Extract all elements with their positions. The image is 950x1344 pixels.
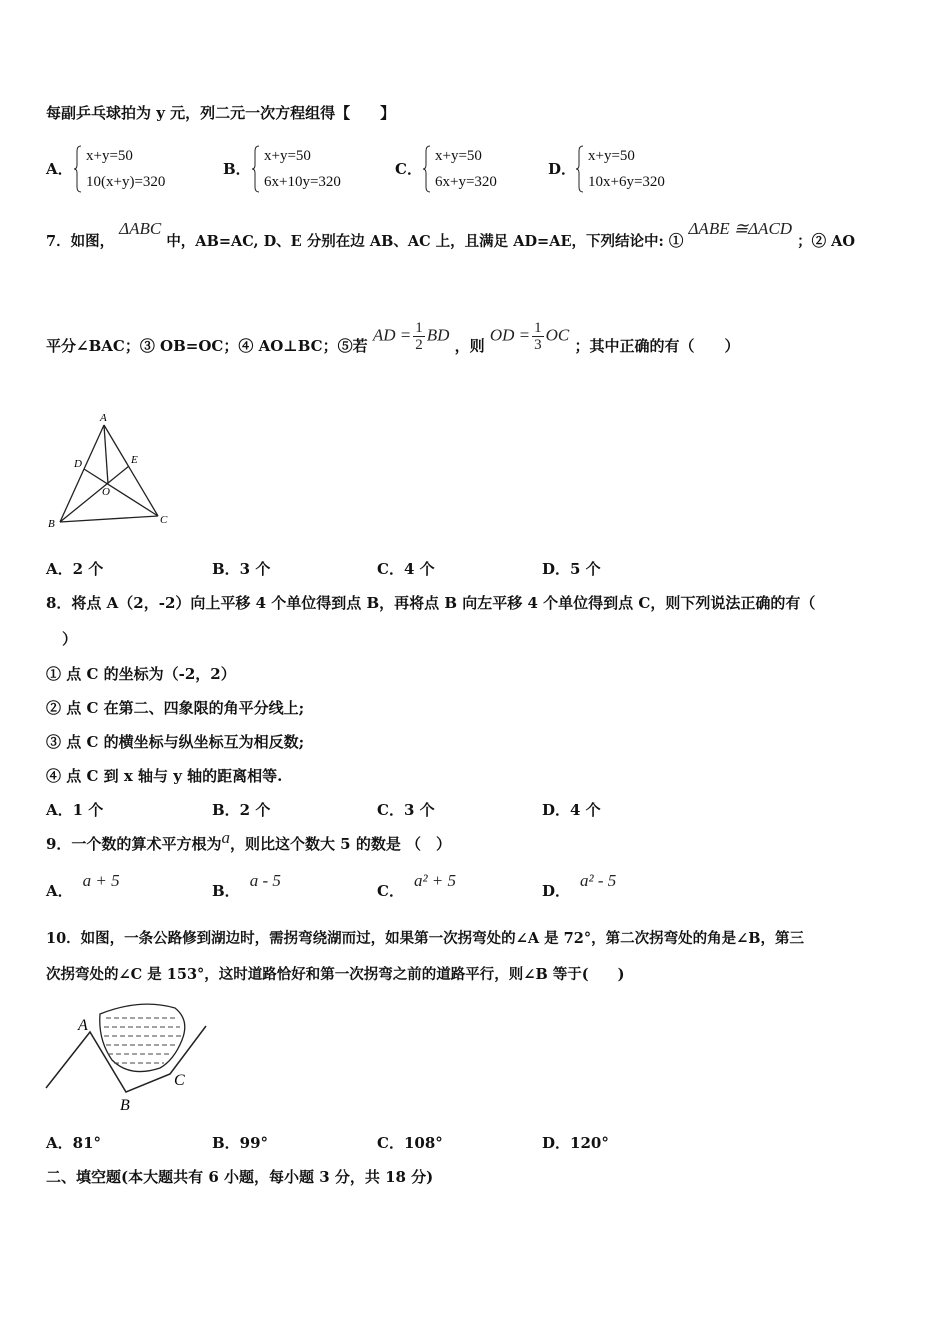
q6-option-d-system xyxy=(578,143,665,195)
q7-od-lhs: OD = xyxy=(489,325,531,345)
q6-option-a-eq2: 10(x+y)=320 xyxy=(86,174,166,190)
q7-ad-lhs: AD = xyxy=(372,325,412,345)
brace-icon xyxy=(252,145,260,193)
q7-option-a: A．2 个 xyxy=(46,560,104,578)
q9-option-d-label: D． xyxy=(542,882,571,900)
segment-ao xyxy=(104,425,108,484)
q8-option-b: B．2 个 xyxy=(212,801,271,819)
q9-option-a-expr: a + 5 xyxy=(82,871,120,890)
q9-stem xyxy=(46,828,452,854)
segment-be xyxy=(60,466,129,522)
q6-stem: 每副乒乓球拍为 y 元，列二元一次方程组得【 】 xyxy=(46,104,396,122)
q7-line2 xyxy=(46,320,740,353)
q10-option-c: C．108° xyxy=(377,1134,443,1152)
q7-number-text: 7．如图， xyxy=(46,233,115,250)
q6-option-d-eq2: 10x+6y=320 xyxy=(588,174,665,190)
q9-variable: a xyxy=(221,828,230,847)
q8-statement-2: ② 点 C 在第二、四象限的角平分线上; xyxy=(46,699,305,717)
q6-option-d-label: D． xyxy=(548,160,577,178)
q10-road-figure xyxy=(40,1000,220,1115)
segment-bc xyxy=(60,516,158,522)
label-e: E xyxy=(131,454,138,466)
q9-option-d xyxy=(542,871,617,901)
segment-cd xyxy=(84,469,158,516)
q6-option-b-eq2: 6x+10y=320 xyxy=(264,174,341,190)
q7-option-b: B．3 个 xyxy=(212,560,271,578)
label-b: B xyxy=(48,518,55,530)
q9-option-b-expr: a - 5 xyxy=(249,871,281,890)
q9-option-c-label: C． xyxy=(377,882,404,900)
q7-line1 xyxy=(46,219,856,251)
q6-option-a-label: A． xyxy=(46,160,73,178)
q7-line2-text-c: ；其中正确的有（ ） xyxy=(574,336,740,355)
segment-ac xyxy=(104,425,158,516)
section-2-heading: 二、填空题(本大题共有 6 小题，每小题 3 分，共 18 分) xyxy=(46,1168,434,1186)
q10-option-a: A．81° xyxy=(46,1134,102,1152)
q8-stem: 8．将点 A（2，-2）向上平移 4 个单位得到点 B，再将点 B 向左平移 4 个单位得到点 C，则下列说法正确的有（ xyxy=(46,594,816,612)
q6-option-d-eq1: x+y=50 xyxy=(588,148,635,164)
q8-option-c: C．3 个 xyxy=(377,801,435,819)
q7-conditions-text: 中，AB=AC, D、E 分别在边 AB、AC 上，且满足 AD=AE，下列结论中: ① xyxy=(166,233,684,250)
q8-statement-3: ③ 点 C 的横坐标与纵坐标互为相反数; xyxy=(46,733,305,751)
q9-stem-text-b: ，则比这个数大 5 的数是 （ ） xyxy=(229,835,452,853)
fraction-numerator: 1 xyxy=(415,320,423,336)
q10-option-b: B．99° xyxy=(212,1134,269,1152)
label-c: C xyxy=(174,1072,185,1089)
q6-option-b-eq1: x+y=50 xyxy=(264,148,311,164)
q9-option-a-label: A． xyxy=(46,882,73,900)
q7-option-d: D．5 个 xyxy=(542,560,601,578)
q8-statement-4: ④ 点 C 到 x 轴与 y 轴的距离相等. xyxy=(46,767,283,785)
q9-stem-text-a: 9．一个数的算术平方根为 xyxy=(46,835,222,853)
q7-bd-rhs: BD xyxy=(426,325,450,345)
brace-icon xyxy=(423,145,431,193)
q9-option-c-expr: a² + 5 xyxy=(413,871,457,890)
q9-option-d-expr: a² - 5 xyxy=(580,871,617,890)
brace-icon xyxy=(74,145,82,193)
q7-fraction-half xyxy=(413,320,425,353)
label-d: D xyxy=(74,458,82,470)
q9-option-b-label: B． xyxy=(212,882,240,900)
q10-line2: 次拐弯处的∠C 是 153°，这时道路恰好和第一次拐弯之前的道路平行，则∠B 等于( ) xyxy=(46,966,625,983)
q9-option-b xyxy=(212,871,281,901)
brace-icon xyxy=(576,145,584,193)
q6-option-c-system xyxy=(425,143,497,195)
q9-option-a xyxy=(46,871,120,901)
q8-option-d: D．4 个 xyxy=(542,801,601,819)
segment-ab xyxy=(60,425,104,522)
fraction-numerator: 1 xyxy=(534,320,542,336)
q7-line1-end: ；② AO xyxy=(797,233,856,250)
q7-triangle-abc: ΔABC xyxy=(119,219,162,238)
fraction-denominator: 3 xyxy=(534,337,542,353)
label-a: A xyxy=(78,1017,88,1034)
q6-option-c-eq1: x+y=50 xyxy=(435,148,482,164)
label-c: C xyxy=(160,514,168,526)
q6-option-a-system xyxy=(76,143,165,195)
q7-triangle-figure xyxy=(40,405,180,535)
fraction-denominator: 2 xyxy=(415,337,423,353)
q7-congruence: ΔABE ≅ΔACD xyxy=(688,219,793,238)
q8-statement-1: ① 点 C 的坐标为（-2，2） xyxy=(46,665,236,683)
lake-outline xyxy=(100,1004,185,1071)
label-b: B xyxy=(120,1097,130,1114)
q7-line2-text-a: 平分∠BAC；③ OB=OC；④ AO⊥BC；⑤若 xyxy=(46,336,368,355)
label-o: O xyxy=(102,486,110,498)
q7-oc-rhs: OC xyxy=(545,325,570,345)
label-a: A xyxy=(100,412,107,424)
q6-option-c-eq2: 6x+y=320 xyxy=(435,174,497,190)
q8-stem-cont: ） xyxy=(62,630,78,648)
q7-line2-text-b: ，则 xyxy=(454,336,485,355)
q6-option-b-label: B． xyxy=(223,160,251,178)
q6-option-a-eq1: x+y=50 xyxy=(86,148,133,164)
q9-option-c xyxy=(377,871,457,901)
q10-line1: 10．如图，一条公路修到湖边时，需拐弯绕湖而过，如果第一次拐弯处的∠A 是 72°，第二次拐弯处的角是∠B，第三 xyxy=(46,930,805,947)
q6-option-c-label: C． xyxy=(395,160,422,178)
q8-option-a: A．1 个 xyxy=(46,801,104,819)
q10-option-d: D．120° xyxy=(542,1134,609,1152)
q7-option-c: C．4 个 xyxy=(377,560,435,578)
q6-option-b-system xyxy=(254,143,341,195)
q7-fraction-third xyxy=(532,320,544,353)
